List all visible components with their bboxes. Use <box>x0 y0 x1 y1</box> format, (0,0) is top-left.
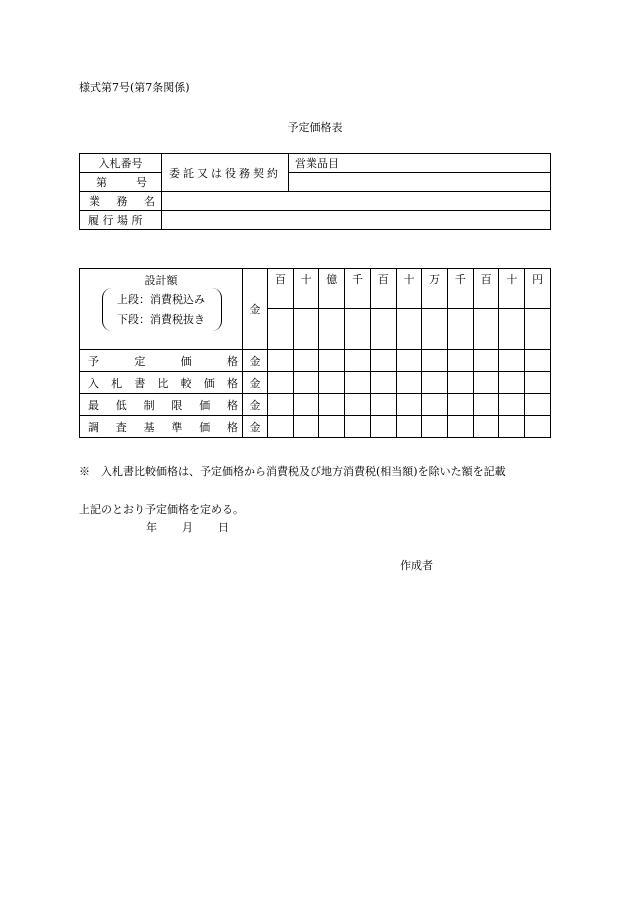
digit-cell[interactable] <box>422 416 448 438</box>
digit-cell[interactable] <box>370 372 396 394</box>
label-char: 較 <box>180 376 192 390</box>
info-table <box>79 153 551 230</box>
digit-cell[interactable] <box>448 372 474 394</box>
label-char: 限 <box>171 398 183 412</box>
day-label: 日 <box>218 521 229 534</box>
label-char: 価 <box>199 420 211 434</box>
digit-cell[interactable] <box>473 372 499 394</box>
digit-cell[interactable] <box>370 350 396 372</box>
year-label: 年 <box>146 521 157 534</box>
label-char: 価 <box>199 398 211 412</box>
document-title: 予定価格表 <box>287 121 343 134</box>
digit-cell[interactable] <box>370 394 396 416</box>
price-row <box>80 416 551 438</box>
digit-cell[interactable] <box>448 416 474 438</box>
creator-label: 作成者 <box>400 559 433 572</box>
digit-cell[interactable] <box>499 350 525 372</box>
digit-cell[interactable] <box>499 416 525 438</box>
digit-cell[interactable] <box>319 350 345 372</box>
unit-header: 億 <box>319 269 345 309</box>
digit-cell[interactable] <box>396 372 422 394</box>
price-row <box>80 372 551 394</box>
label-char: 比 <box>157 376 169 390</box>
bid-number-label: 入札番号 <box>80 154 162 173</box>
label-char: 価 <box>180 354 192 368</box>
statement: 上記のとおり予定価格を定める。 <box>79 503 244 516</box>
go-label: 号 <box>136 176 147 189</box>
date-line <box>146 519 229 535</box>
digit-cell[interactable] <box>525 350 551 372</box>
label-char: 準 <box>171 420 183 434</box>
digit-cell[interactable] <box>422 394 448 416</box>
label-char: 入 <box>88 376 99 390</box>
digit-cell[interactable] <box>525 394 551 416</box>
label-char: 基 <box>143 420 155 434</box>
mu-char: 務 <box>116 195 128 208</box>
design-digit-cell[interactable] <box>396 309 422 350</box>
digit-cell[interactable] <box>293 416 319 438</box>
unit-header: 円 <box>525 269 551 309</box>
number-field[interactable] <box>80 173 162 192</box>
label-char: 調 <box>88 420 99 434</box>
label-char: 価 <box>203 376 215 390</box>
design-digit-cell[interactable] <box>319 309 345 350</box>
digit-cell[interactable] <box>268 372 294 394</box>
price-row <box>80 350 551 372</box>
business-name-field[interactable] <box>162 192 551 211</box>
label-char: 書 <box>134 376 146 390</box>
digit-cell[interactable] <box>293 394 319 416</box>
month-label: 月 <box>182 521 193 534</box>
price-row-label <box>80 416 243 438</box>
design-digit-cell[interactable] <box>370 309 396 350</box>
design-amount-title: 設計額 <box>144 274 178 287</box>
label-char: 予 <box>88 354 99 368</box>
design-digit-cell[interactable] <box>293 309 319 350</box>
business-item-field[interactable] <box>289 173 551 192</box>
unit-header: 十 <box>293 269 319 309</box>
upper-tier-label: 上段：消費税込み <box>117 293 205 306</box>
price-row-label <box>80 350 243 372</box>
design-digit-cell[interactable] <box>268 309 294 350</box>
label-char: 格 <box>226 376 238 390</box>
price-row-label <box>80 394 243 416</box>
business-item-label: 営業品目 <box>289 154 551 173</box>
digit-cell[interactable] <box>525 416 551 438</box>
label-char: 格 <box>226 420 238 434</box>
design-digit-cell[interactable] <box>499 309 525 350</box>
lower-tier-label: 下段：消費税抜き <box>117 313 205 326</box>
unit-header: 千 <box>448 269 474 309</box>
mei-char: 名 <box>144 195 155 208</box>
digit-cell[interactable] <box>396 416 422 438</box>
digit-cell[interactable] <box>268 350 294 372</box>
design-digit-cell[interactable] <box>422 309 448 350</box>
bracket <box>102 288 222 331</box>
unit-header: 百 <box>370 269 396 309</box>
unit-header: 十 <box>499 269 525 309</box>
digit-cell[interactable] <box>268 394 294 416</box>
label-char: 査 <box>115 420 127 434</box>
label-char: 定 <box>134 354 146 368</box>
unit-header: 千 <box>345 269 371 309</box>
label-char: 札 <box>111 376 123 390</box>
digit-cell[interactable] <box>345 372 371 394</box>
unit-header: 百 <box>473 269 499 309</box>
note: ※ 入札書比較価格は、予定価格から消費税及び地方消費税(相当額)を除いた額を記載 <box>79 465 506 478</box>
kin-label: 金 <box>243 416 268 438</box>
digit-cell[interactable] <box>370 416 396 438</box>
kin-label: 金 <box>243 394 268 416</box>
digit-cell[interactable] <box>319 394 345 416</box>
digit-cell[interactable] <box>396 394 422 416</box>
design-digit-cell[interactable] <box>345 309 371 350</box>
label-char: 最 <box>88 398 99 412</box>
label-char: 格 <box>226 354 238 368</box>
design-digit-cell[interactable] <box>448 309 474 350</box>
place-field[interactable] <box>162 211 551 230</box>
digit-cell[interactable] <box>345 416 371 438</box>
digit-cell[interactable] <box>396 350 422 372</box>
place-label: 履 行 場 所 <box>80 211 162 230</box>
kin-label: 金 <box>243 372 268 394</box>
price-row-label <box>80 372 243 394</box>
unit-header: 十 <box>396 269 422 309</box>
price-row <box>80 394 551 416</box>
unit-header: 百 <box>268 269 294 309</box>
business-name-label <box>80 192 162 211</box>
design-amount-cell <box>80 269 243 350</box>
gyo-char: 業 <box>89 195 100 208</box>
digit-cell[interactable] <box>422 372 448 394</box>
label-char: 格 <box>226 398 238 412</box>
label-char: 低 <box>115 398 127 412</box>
digit-cell[interactable] <box>319 372 345 394</box>
digit-cell[interactable] <box>499 394 525 416</box>
design-digit-cell[interactable] <box>525 309 551 350</box>
kin-label: 金 <box>243 269 268 350</box>
digit-cell[interactable] <box>319 416 345 438</box>
digit-cell[interactable] <box>345 350 371 372</box>
digit-cell[interactable] <box>448 394 474 416</box>
digit-cell[interactable] <box>525 372 551 394</box>
digit-cell[interactable] <box>499 372 525 394</box>
digit-cell[interactable] <box>293 372 319 394</box>
contract-type: 委託又は役務契約 <box>162 154 289 192</box>
digit-cell[interactable] <box>448 350 474 372</box>
unit-header: 万 <box>422 269 448 309</box>
digit-cell[interactable] <box>293 350 319 372</box>
digit-cell[interactable] <box>473 350 499 372</box>
digit-cell[interactable] <box>268 416 294 438</box>
digit-cell[interactable] <box>473 394 499 416</box>
price-table <box>79 268 551 438</box>
digit-cell[interactable] <box>422 350 448 372</box>
digit-cell[interactable] <box>345 394 371 416</box>
dai-label: 第 <box>96 176 107 189</box>
design-digit-cell[interactable] <box>473 309 499 350</box>
form-number: 様式第7号(第7条関係) <box>79 81 190 94</box>
digit-cell[interactable] <box>473 416 499 438</box>
label-char: 制 <box>143 398 155 412</box>
kin-label: 金 <box>243 350 268 372</box>
